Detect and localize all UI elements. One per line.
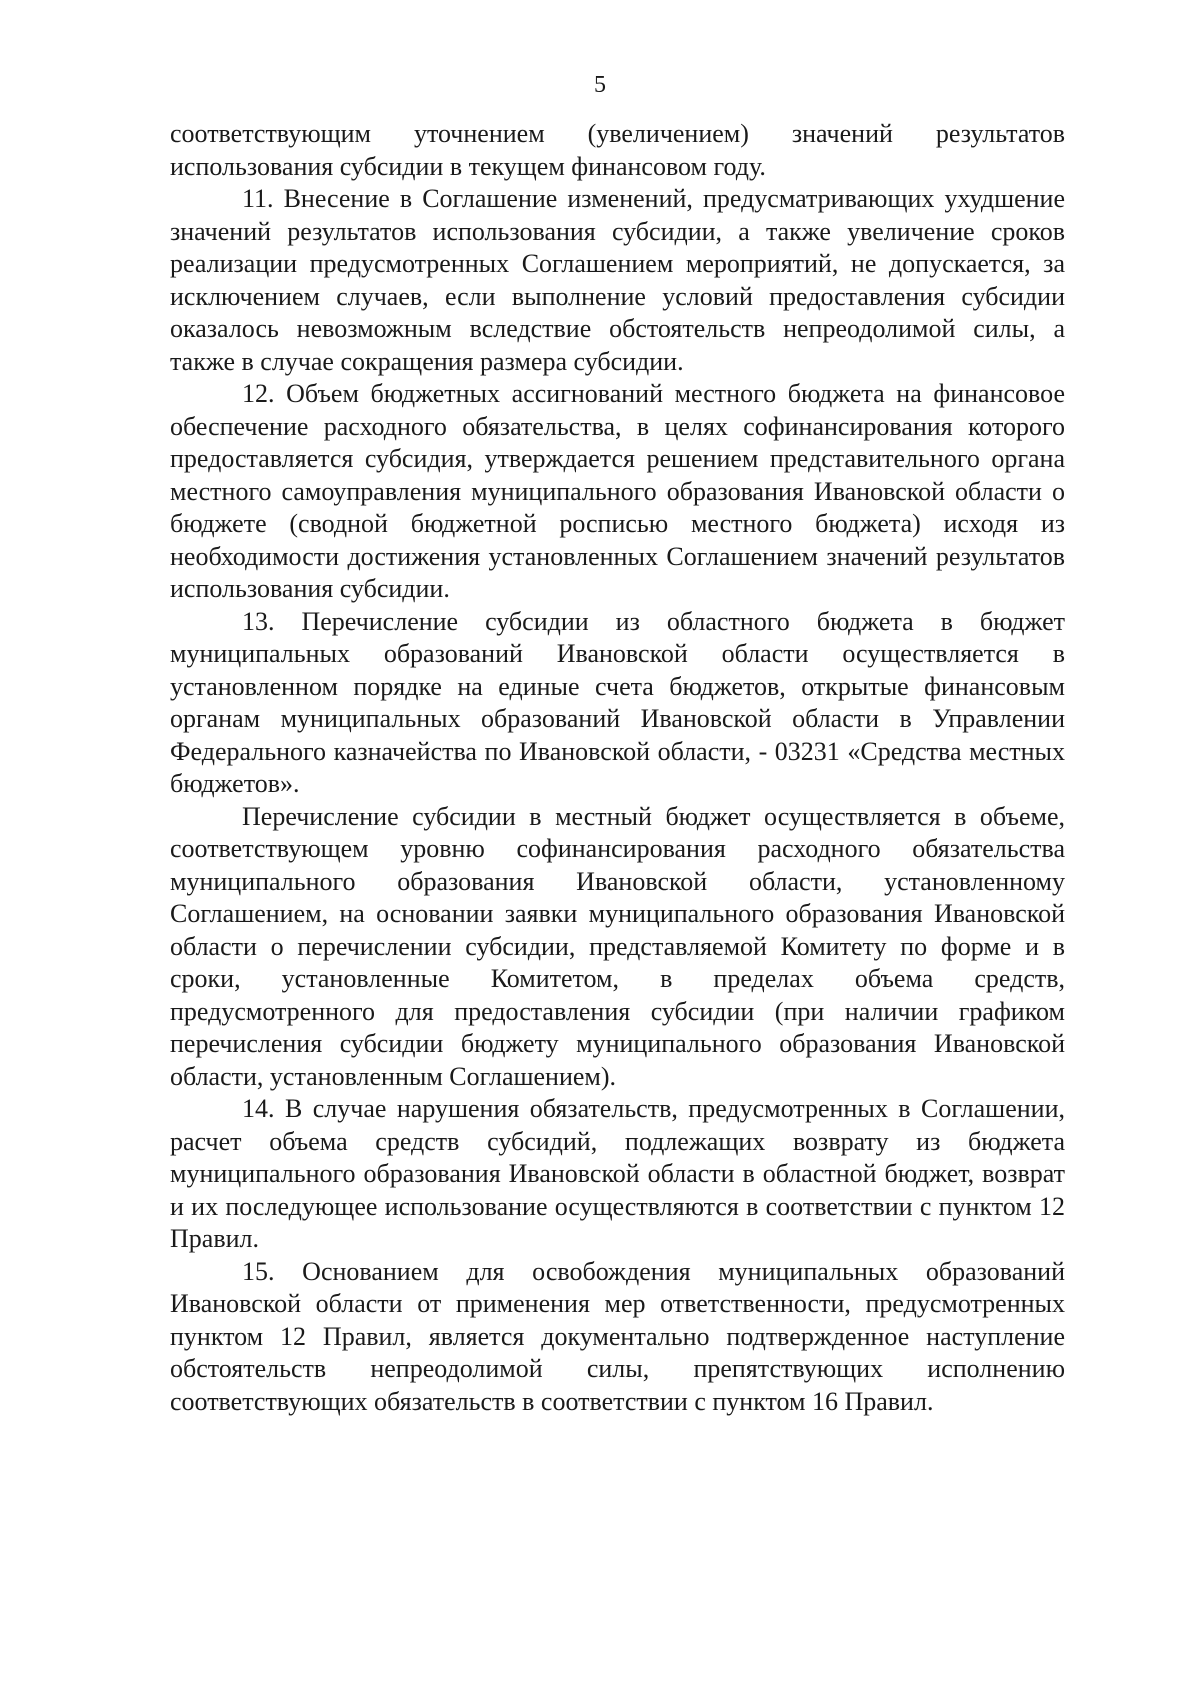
paragraph-item-11: 11. Внесение в Соглашение изменений, предусматривающих ухудшение значений результатов использования субсидии, а также увеличение сроков реализации предусмотренных Соглашением мероприятий, не допускается, за исключением случаев, если выполнение условий предоставления субсидии оказалось невозможным вследствие обстоятельств непреодолимой силы, а также в случае сокращения размера субсидии. — [170, 184, 1065, 376]
paragraph-item-13: 13. Перечисление субсидии из областного бюджета в бюджет муниципальных образований Ивановской области осуществляется в установленном порядке на единые счета бюджетов, открытые финансовым органам муниципальных образований Ивановской области в Управлении Федерального казначейства по Ивановской области, - 03231 «Средства местных бюджетов». — [170, 606, 1065, 798]
paragraph-continuation: соответствующим уточнением (увеличением) значений результатов использования субсидии в текущем финансовом году. — [170, 119, 1065, 181]
page-number: 5 — [594, 72, 606, 98]
document-body — [170, 118, 1065, 1418]
paragraph-item-15: 15. Основанием для освобождения муниципальных образований Ивановской области от применения мер ответственности, предусмотренных пунктом 12 Правил, является документально подтвержденное наступление обстоятельств непреодолимой силы, препятствующих исполнению соответствующих обязательств в соответствии с пунктом 16 Правил. — [170, 1256, 1065, 1416]
paragraph-item-13-transfer: Перечисление субсидии в местный бюджет осуществляется в объеме, соответствующем уровню софинансирования расходного обязательства муниципального образования Ивановской области, установленному Соглашением, на основании заявки муниципального образования Ивановской области о перечислении субсидии, представляемой Комитету по форме и в сроки, установленные Комитетом, в пределах объема средств, предусмотренного для предоставления субсидии (при наличии графиком перечисления субсидии бюджету муниципального образования Ивановской области, установленным Соглашением). — [170, 801, 1065, 1091]
paragraph-item-14: 14. В случае нарушения обязательств, предусмотренных в Соглашении, расчет объема средств субсидий, подлежащих возврату из бюджета муниципального образования Ивановской области в областной бюджет, возврат и их последующее использование осуществляются в соответствии с пунктом 12 Правил. — [170, 1094, 1065, 1253]
paragraph-item-12: 12. Объем бюджетных ассигнований местного бюджета на финансовое обеспечение расходного обязательства, в целях софинансирования которого предоставляется субсидия, утверждается решением представительного органа местного самоуправления муниципального образования Ивановской области о бюджете (сводной бюджетной росписью местного бюджета) исходя из необходимости достижения установленных Соглашением значений результатов использования субсидии. — [170, 379, 1065, 603]
